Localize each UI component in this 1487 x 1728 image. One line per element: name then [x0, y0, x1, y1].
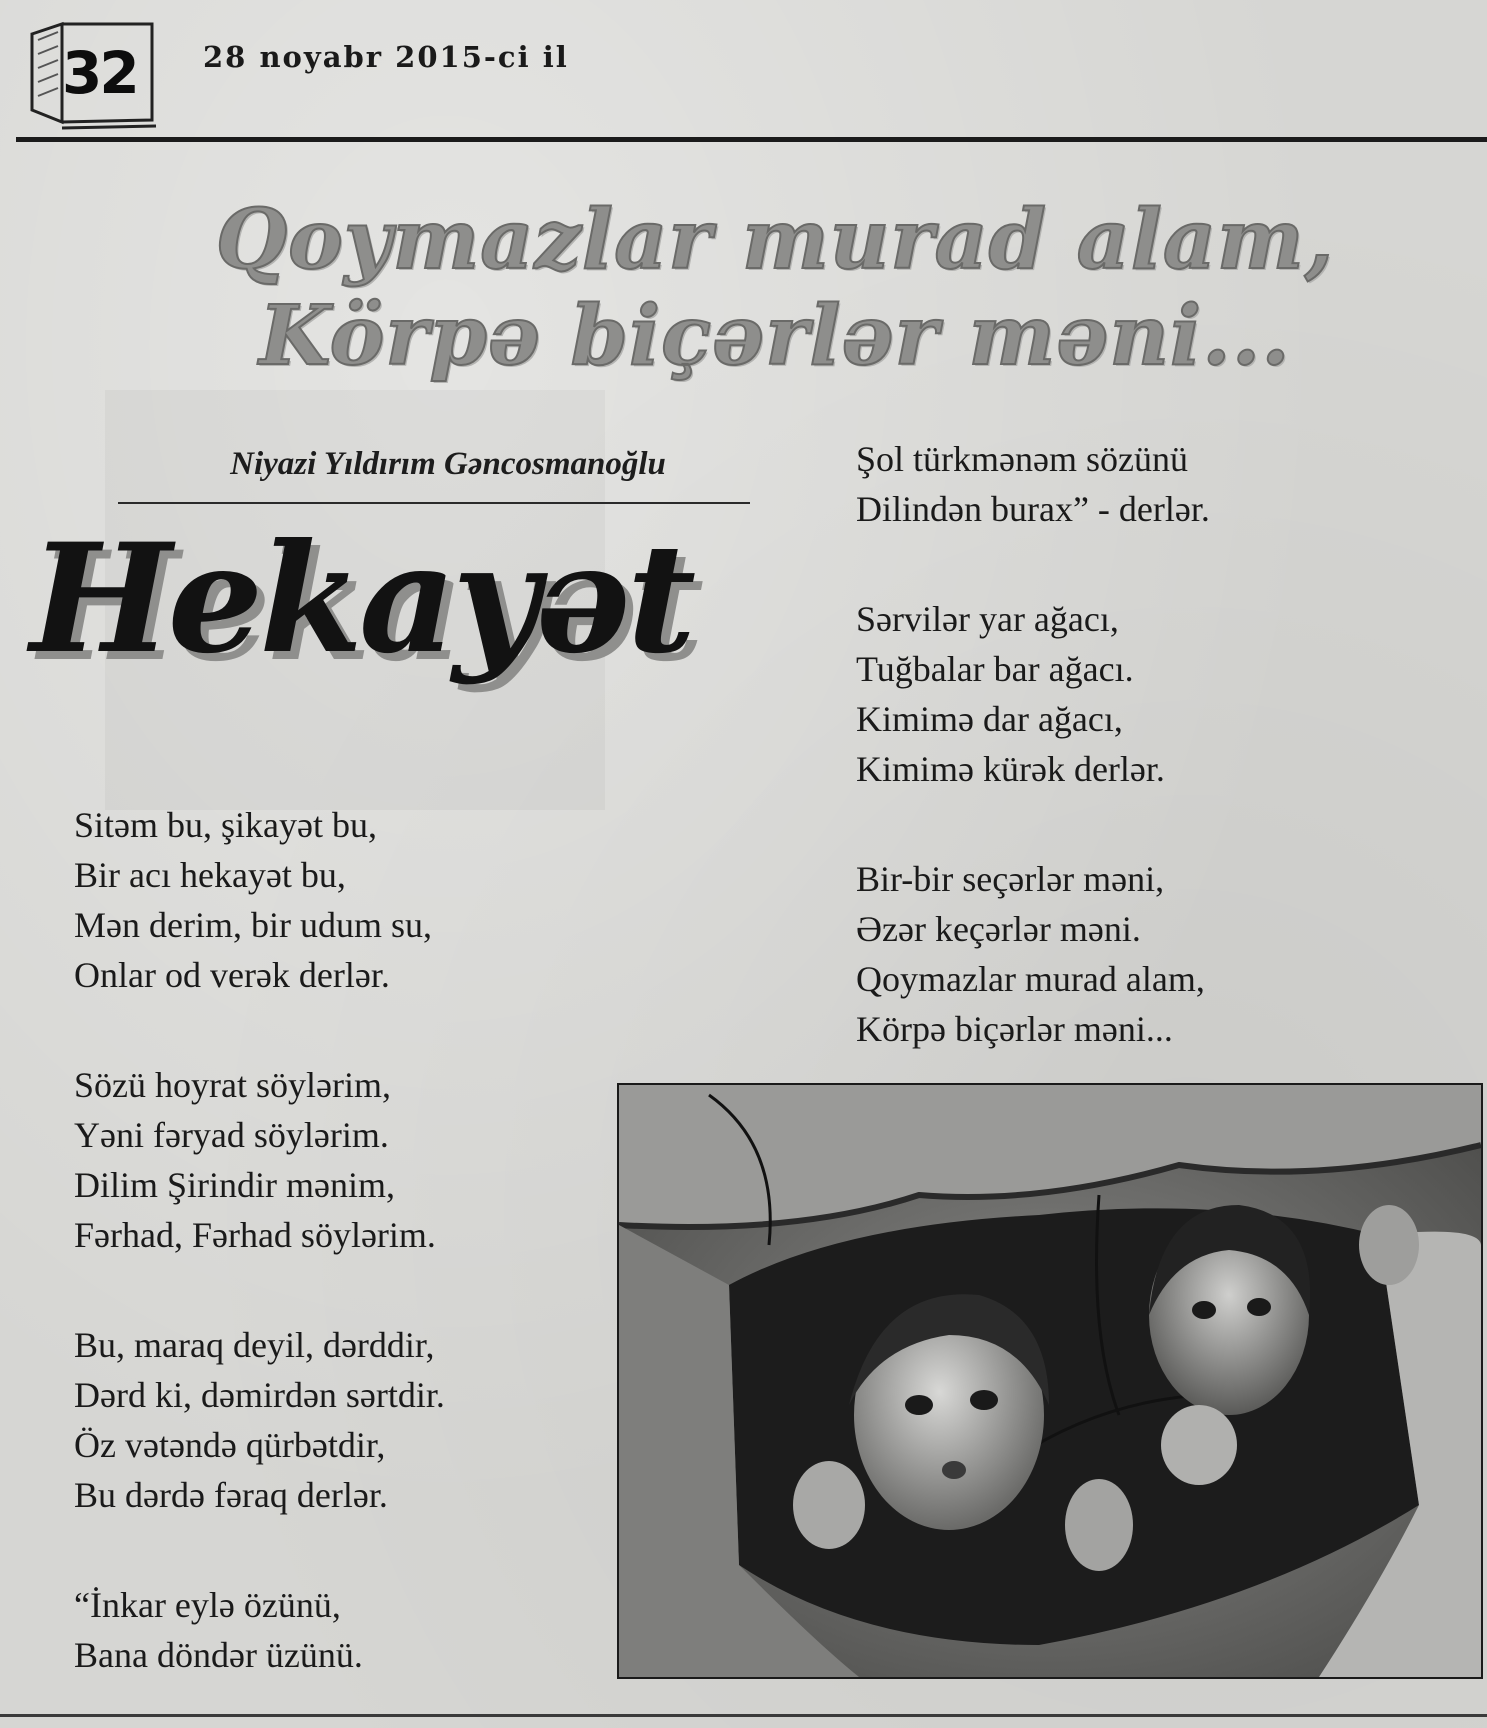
poem-line: Əzər keçərlər məni.	[856, 909, 1141, 949]
page-number-badge	[22, 10, 160, 130]
stanza-left-1	[74, 800, 432, 1000]
author-divider	[118, 502, 750, 504]
poem-line: Bir-bir seçərlər məni,	[856, 859, 1165, 899]
poem-line: Dilim Şirindir mənim,	[74, 1165, 395, 1205]
stanza-left-4	[74, 1580, 363, 1680]
stanza-left-3	[74, 1320, 445, 1520]
poem-line: Öz vətəndə qürbətdir,	[74, 1425, 386, 1465]
poem-line: Bu dərdə fəraq derlər.	[74, 1475, 388, 1515]
issue-date: 28 noyabr 2015-ci il	[203, 40, 569, 74]
poem-line: Sitəm bu, şikayət bu,	[74, 805, 377, 845]
poem-line: Tuğbalar bar ağacı.	[856, 649, 1134, 689]
poem-line: Bana döndər üzünü.	[74, 1635, 363, 1675]
header-divider	[16, 137, 1487, 142]
stanza-right-3	[856, 854, 1205, 1054]
poem-line: Kimimə kürək derlər.	[856, 749, 1165, 789]
poem-line: Fərhad, Fərhad söylərim.	[74, 1215, 436, 1255]
poem-title: Hekayət	[30, 511, 693, 687]
author-name: Niyazi Yıldırım Gəncosmanoğlu	[230, 446, 666, 482]
stanza-left-2	[74, 1060, 436, 1260]
stanza-right-2	[856, 594, 1165, 794]
poem-line: Onlar od verək derlər.	[74, 955, 390, 995]
poem-line: Sözü hoyrat söylərim,	[74, 1065, 391, 1105]
poem-line: Bu, maraq deyil, dərddir,	[74, 1325, 435, 1365]
poem-line: Yəni fəryad söylərim.	[74, 1115, 389, 1155]
stanza-right-1	[856, 434, 1210, 534]
page-number: 32	[62, 39, 137, 107]
headline	[150, 192, 1400, 384]
poem-line: Qoymazlar murad alam,	[856, 959, 1205, 999]
poem-line: “İnkar eylə özünü,	[74, 1585, 341, 1625]
poem-line: Körpə biçərlər məni...	[856, 1009, 1173, 1049]
poem-line: Şol türkmənəm sözünü	[856, 439, 1188, 479]
poem-line: Sərvilər yar ağacı,	[856, 599, 1119, 639]
poem-line: Bir acı hekayət bu,	[74, 855, 346, 895]
footer-divider	[0, 1714, 1487, 1717]
headline-line-2: Körpə biçərlər məni...	[259, 288, 1291, 384]
poem-line: Dilindən burax” - derlər.	[856, 489, 1210, 529]
poem-line: Mən derim, bir udum su,	[74, 905, 432, 945]
poem-line: Kimimə dar ağacı,	[856, 699, 1123, 739]
poem-line: Dərd ki, dəmirdən sərtdir.	[74, 1375, 445, 1415]
children-in-rubble-photo	[617, 1083, 1483, 1679]
headline-line-1: Qoymazlar murad alam,	[215, 192, 1335, 288]
